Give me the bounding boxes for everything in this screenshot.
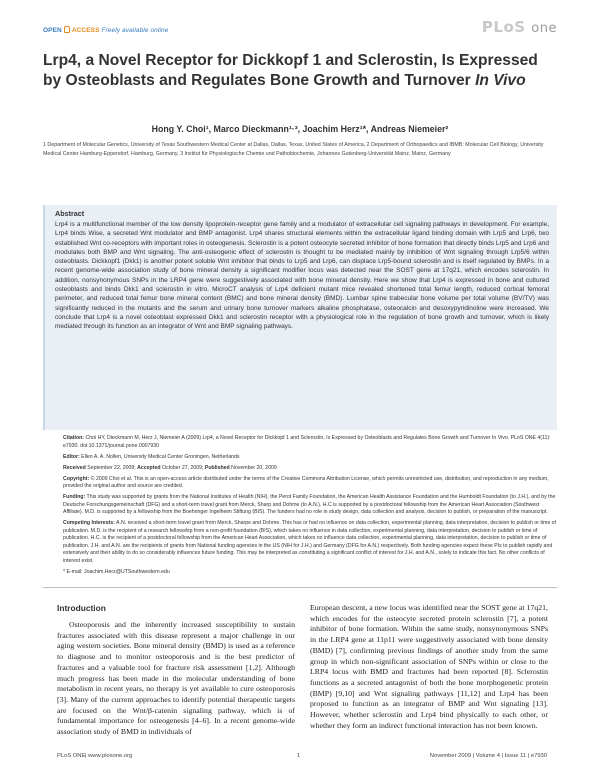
- journal-header: [43, 18, 557, 38]
- abstract-text: Lrp4 is a multifunctional member of the low density lipoprotein-receptor gene family and a modulator of extracellular cell signaling pathways in development. For example, Lrp4 binds Wise, a secreted Wnt modulator and BMP antagonist. Lrp4 shares structural elements within the extracellular ligand binding domain with Lrp5 and Lrp6, two established Wnt co-receptors with important roles in osteogenesis. Sclerostin is a potent osteocyte secreted inhibitor of bone formation that directly binds Lrp5 and Lrp6 and modulates both BMP and Wnt signaling. The anti-osteogenic effect of sclerostin is thought to be mediated mainly by inhibition of Wnt signaling through Lrp5/6 within osteoblasts. Dickkopf1 (Dkk1) is another potent soluble Wnt inhibitor that binds to Lrp5 and Lrp6, can displace Lrp5-bound sclerostin and is itself regulated by BMPs. In a recent genome-wide association study of bone mineral density a significant modifier locus was detected near the SOST gene at 17q21, which encodes sclerostin. In addition, nonsynonymous SNPs in the LRP4 gene were suggestively associated with bone mineral density. Here we show that Lrp4 is expressed in bone and cultured osteoblasts and binds Dkk1 and sclerostin in vitro. MicroCT analysis of Lrp4 deficient mutant mice revealed shortened total femur length, reduced cortical femoral perimeter, and reduced total femur bone mineral content (BMC) and bone mineral density (BMD). Lumbar spine trabecular bone volume per total volume (BV/TV) was significantly reduced in the mutants and the serum and urinary bone turnover markers alkaline phosphatase, osteocalcin and desoxypyridinoline were increased. We conclude that Lrp4 is a novel osteoblast expressed Dkk1 and sclerostin receptor with a physiological role in the regulation of bone growth and turnover, which is likely mediated through its function as an integrator of Wnt and BMP signaling pathways.: [55, 221, 549, 331]
- access-label: ACCESS: [71, 27, 100, 34]
- copyright: [63, 476, 557, 491]
- one-logo-text: one: [531, 21, 557, 36]
- competing-interests: [63, 520, 557, 565]
- citation-label: Citation:: [63, 435, 85, 441]
- article-metadata: [63, 435, 557, 580]
- funding-text: This study was supported by grants from the National Institutes of Health (NIH), the Perot Family Foundation, the American Health Assistance Foundation and the Humboldt Foundation (to J.H.), and by the Deutsche Forschungsgemeinschaft (DFG) and a short-term travel grant from Merck, Sharp and Dohme (to A.N.). H.C is supported by a postdoctoral fellowship from the American Heart Association (Southwest Affiliate). M.D. is supported by a fellowship from the Boehringer Ingelheim Stiftung (BIS). The funders had no role in study design, data collection and analysis, decision to publish, or preparation of the manuscript.: [63, 494, 556, 515]
- intro-column-left: [57, 603, 295, 738]
- competing-label: Competing Interests:: [63, 520, 115, 526]
- competing-text: A.N. received a short-term travel grant from Merck, Sharpe and Dohme. This has or had no influence on data collection, experimental planning, data interpretation, decision to publish or time of publication. M.D. is the recipient of a research fellowship from a non-profit foundation (BIS), which takes no influence in data collection, experimental planning, data interpretation, decision to publish or time of publication. H.C. is the recipient of a postdoctoral fellowship from the American Heart Association, which takes no influence data collection, experimental planning, data interpretation, decision to publish or time of publication. J.H. and A.N. are the recipients of grants from National funding agencies in the US (NIH for J.H.) and Germany (DFG for A.N.) respectively. Both funding agencies expect these PIs to publish rapidly and extensively and their ability to do so considerably influences future funding. This may be interpreted as constituting a significant conflict of interest for J.H. and A.N., solely to indicate this fact. No other conflicts of interest exist.: [63, 520, 556, 564]
- editor-label: Editor:: [63, 453, 80, 460]
- editor: [63, 454, 557, 462]
- published-date: November 20, 2009: [229, 464, 277, 471]
- dates: [63, 465, 557, 473]
- intro-column-right: [310, 603, 548, 731]
- funding: [63, 494, 557, 517]
- footer-url[interactable]: | www.plosone.org: [85, 753, 133, 759]
- freely-available-label: Freely available online: [101, 27, 169, 34]
- affiliations: 1 Department of Molecular Genetics, University of Texas Southwestern Medical Center at Dallas, Dallas, Texas, United States of America, 2 Department of Orthopaedics and IBMB: Molecular Cell Biology, University Medical Center Hamburg-Eppendorf, Hamburg, Germany, 3 Institut für Physiologische Chemie und Pathobiochemie, Johannes Gutenberg-Universität Mainz, Mainz, Germany: [43, 142, 544, 157]
- author-list: Hong Y. Choi¹, Marco Dieckmann¹·³, Joachim Herz¹*, Andreas Niemeier²: [151, 124, 449, 134]
- section-divider: [43, 587, 557, 588]
- footer-journal: PLoS ONE: [57, 753, 86, 759]
- abstract-heading: Abstract: [55, 209, 85, 218]
- published-label: Published: [204, 464, 230, 471]
- funding-label: Funding:: [63, 494, 86, 500]
- intro-text-right: European descent, a new locus was identified near the SOST gene at 17q21, which encodes for the osteocyte secreted protein sclerostin [7], a potent inhibitor of bone formation. Within the same study, nonsynonymous SNPs in the LRP4 gene at 11p11 were suggestively associated with bone density (BMD) [7], confirming previous findings of another study from the same group in which non-significant association of SNPs within or close to the LRP4 locus with BMD and fractures had been reported [8]. Sclerostin functions as a secreted antagonist of both the bone morphogenetic protein (BMP) [9,10] and Wnt signaling pathways [11,12] and Lrp4 has been proposed to function as an integrator of BMP and Wnt signaling [13]. However, whether sclerostin and Lrp4 bind physically to each other, or whether they form an indirect functional interaction has not been known.: [310, 603, 548, 730]
- open-label: OPEN: [43, 27, 62, 34]
- intro-text-left: Osteoporosis and the inherently increased susceptibility to sustain fractures associated with this disease represent a major challenge in our aging western societies. Bone mineral density (BMD) is used as a reference to diagnose and to monitor osteoporosis and is the best predictor of fractures and a valuable tool for fracture risk assessment [1,2]. Although much progress has been made in the molecular understanding of bone metabolism in recent years, no therapy is yet available to cure osteoporosis [3]. Many of the current approaches to identify potential therapeutic targets are focused on the Wnt/β-catenin signaling pathway, which is of fundamental importance for osteogenesis [4–6]. In a recent genome-wide association study of BMD in individuals of: [57, 620, 295, 737]
- plos-one-logo[interactable]: [482, 18, 557, 36]
- page-number: 1: [297, 753, 301, 759]
- intro-heading: Introduction: [57, 603, 106, 613]
- accepted-date: October 27, 2009;: [160, 464, 205, 471]
- plos-logo-text: PLoS: [481, 18, 526, 36]
- footer-issue: November 2009 | Volume 4 | Issue 11 | e7930: [429, 753, 547, 759]
- copyright-label: Copyright:: [63, 475, 90, 482]
- page-footer: [57, 753, 547, 763]
- citation-text: Choi HY, Dieckmann M, Herz J, Niemeier A (2009) Lrp4, a Novel Receptor for Dickkopf 1 and Sclerostin, Is Expressed by Osteoblasts and Regulates Bone Growth and Turnover In Vivo. PLoS ONE 4(11): e7930. doi:10.1371/journal.pone.0007930: [63, 435, 551, 449]
- title-italic: In Vivo: [475, 72, 526, 89]
- received-date: September 22, 2009;: [85, 464, 138, 471]
- article-title: [43, 51, 557, 91]
- copyright-text: © 2009 Choi et al. This is an open-access article distributed under the terms of the Creative Commons Attribution License, which permits unrestricted use, distribution, and reproduction in any medium, provided the original author and source are credited.: [63, 475, 549, 489]
- open-access-banner[interactable]: [43, 26, 168, 34]
- abstract-panel: [43, 205, 557, 430]
- citation: [63, 435, 557, 450]
- accepted-label: Accepted: [137, 464, 161, 471]
- editor-text: Ellen A. A. Nollen, University Medical Center Groningen, Netherlands: [79, 453, 240, 460]
- open-access-lock-icon: [64, 26, 70, 33]
- title-main: Lrp4, a Novel Receptor for Dickkopf 1 and Sclerostin, Is Expressed by Osteoblasts and Regulates Bone Growth and Turnover: [43, 52, 538, 89]
- received-label: Received: [63, 464, 86, 471]
- corresponding-email[interactable]: * E-mail: Joachim.Herz@UTSouthwestern.edu: [63, 568, 170, 575]
